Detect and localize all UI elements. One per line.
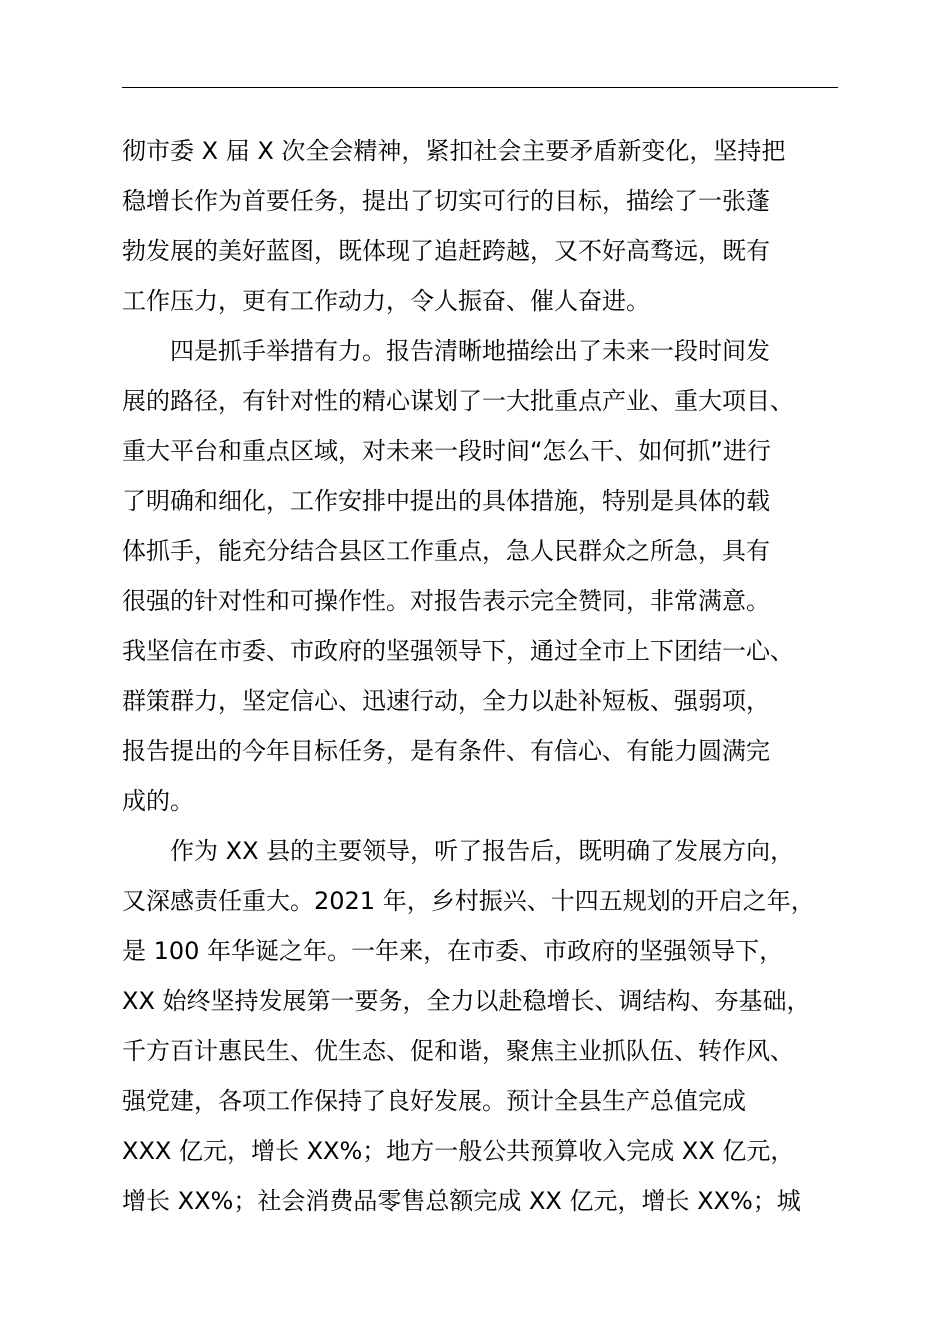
- header-rule: [122, 87, 838, 88]
- paragraph-3: [122, 826, 862, 1226]
- text-line: 很强的针对性和可操作性。对报告表示完全赞同，非常满意。: [122, 587, 770, 615]
- text-line: 作为 XX 县的主要领导，听了报告后，既明确了发展方向，: [170, 837, 795, 865]
- paragraph-1: [122, 126, 862, 326]
- text-line: 体抓手，能充分结合县区工作重点，急人民群众之所急，具有: [122, 537, 770, 565]
- text-line: 成的。: [122, 787, 194, 815]
- document-body: [122, 126, 862, 1226]
- text-line: 报告提出的今年目标任务，是有条件、有信心、有能力圆满完: [122, 737, 770, 765]
- text-line: XX 始终坚持发展第一要务，全力以赴稳增长、调结构、夯基础，: [122, 987, 811, 1015]
- text-line: 展的路径，有针对性的精心谋划了一大批重点产业、重大项目、: [122, 387, 794, 415]
- text-line: 我坚信在市委、市政府的坚强领导下，通过全市上下团结一心、: [122, 637, 794, 665]
- text-line: 稳增长作为首要任务，提出了切实可行的目标，描绘了一张蓬: [122, 187, 770, 215]
- text-line: 了明确和细化，工作安排中提出的具体措施，特别是具体的载: [122, 487, 770, 515]
- text-line: 增长 XX%；社会消费品零售总额完成 XX 亿元，增长 XX%；城: [122, 1187, 801, 1215]
- text-line: 又深感责任重大。2021 年，乡村振兴、十四五规划的开启之年，: [122, 887, 815, 915]
- text-line: 彻市委 X 届 X 次全会精神，紧扣社会主要矛盾新变化，坚持把: [122, 137, 786, 165]
- text-line: XXX 亿元，增长 XX%；地方一般公共预算收入完成 XX 亿元，: [122, 1137, 795, 1165]
- text-line: 工作压力，更有工作动力，令人振奋、催人奋进。: [122, 287, 650, 315]
- text-line: 重大平台和重点区域，对未来一段时间“怎么干、如何抓”进行: [122, 437, 771, 465]
- text-line: 千方百计惠民生、优生态、促和谐，聚焦主业抓队伍、转作风、: [122, 1037, 794, 1065]
- paragraph-2: [122, 326, 862, 826]
- text-line: 四是抓手举措有力。报告清晰地描绘出了未来一段时间发: [170, 337, 770, 365]
- text-line: 强党建，各项工作保持了良好发展。预计全县生产总值完成: [122, 1087, 746, 1115]
- text-line: 勃发展的美好蓝图，既体现了追赶跨越，又不好高骛远，既有: [122, 237, 770, 265]
- text-line: 群策群力，坚定信心、迅速行动，全力以赴补短板、强弱项，: [122, 687, 770, 715]
- text-line: 是 100 年华诞之年。一年来，在市委、市政府的坚强领导下，: [122, 937, 784, 965]
